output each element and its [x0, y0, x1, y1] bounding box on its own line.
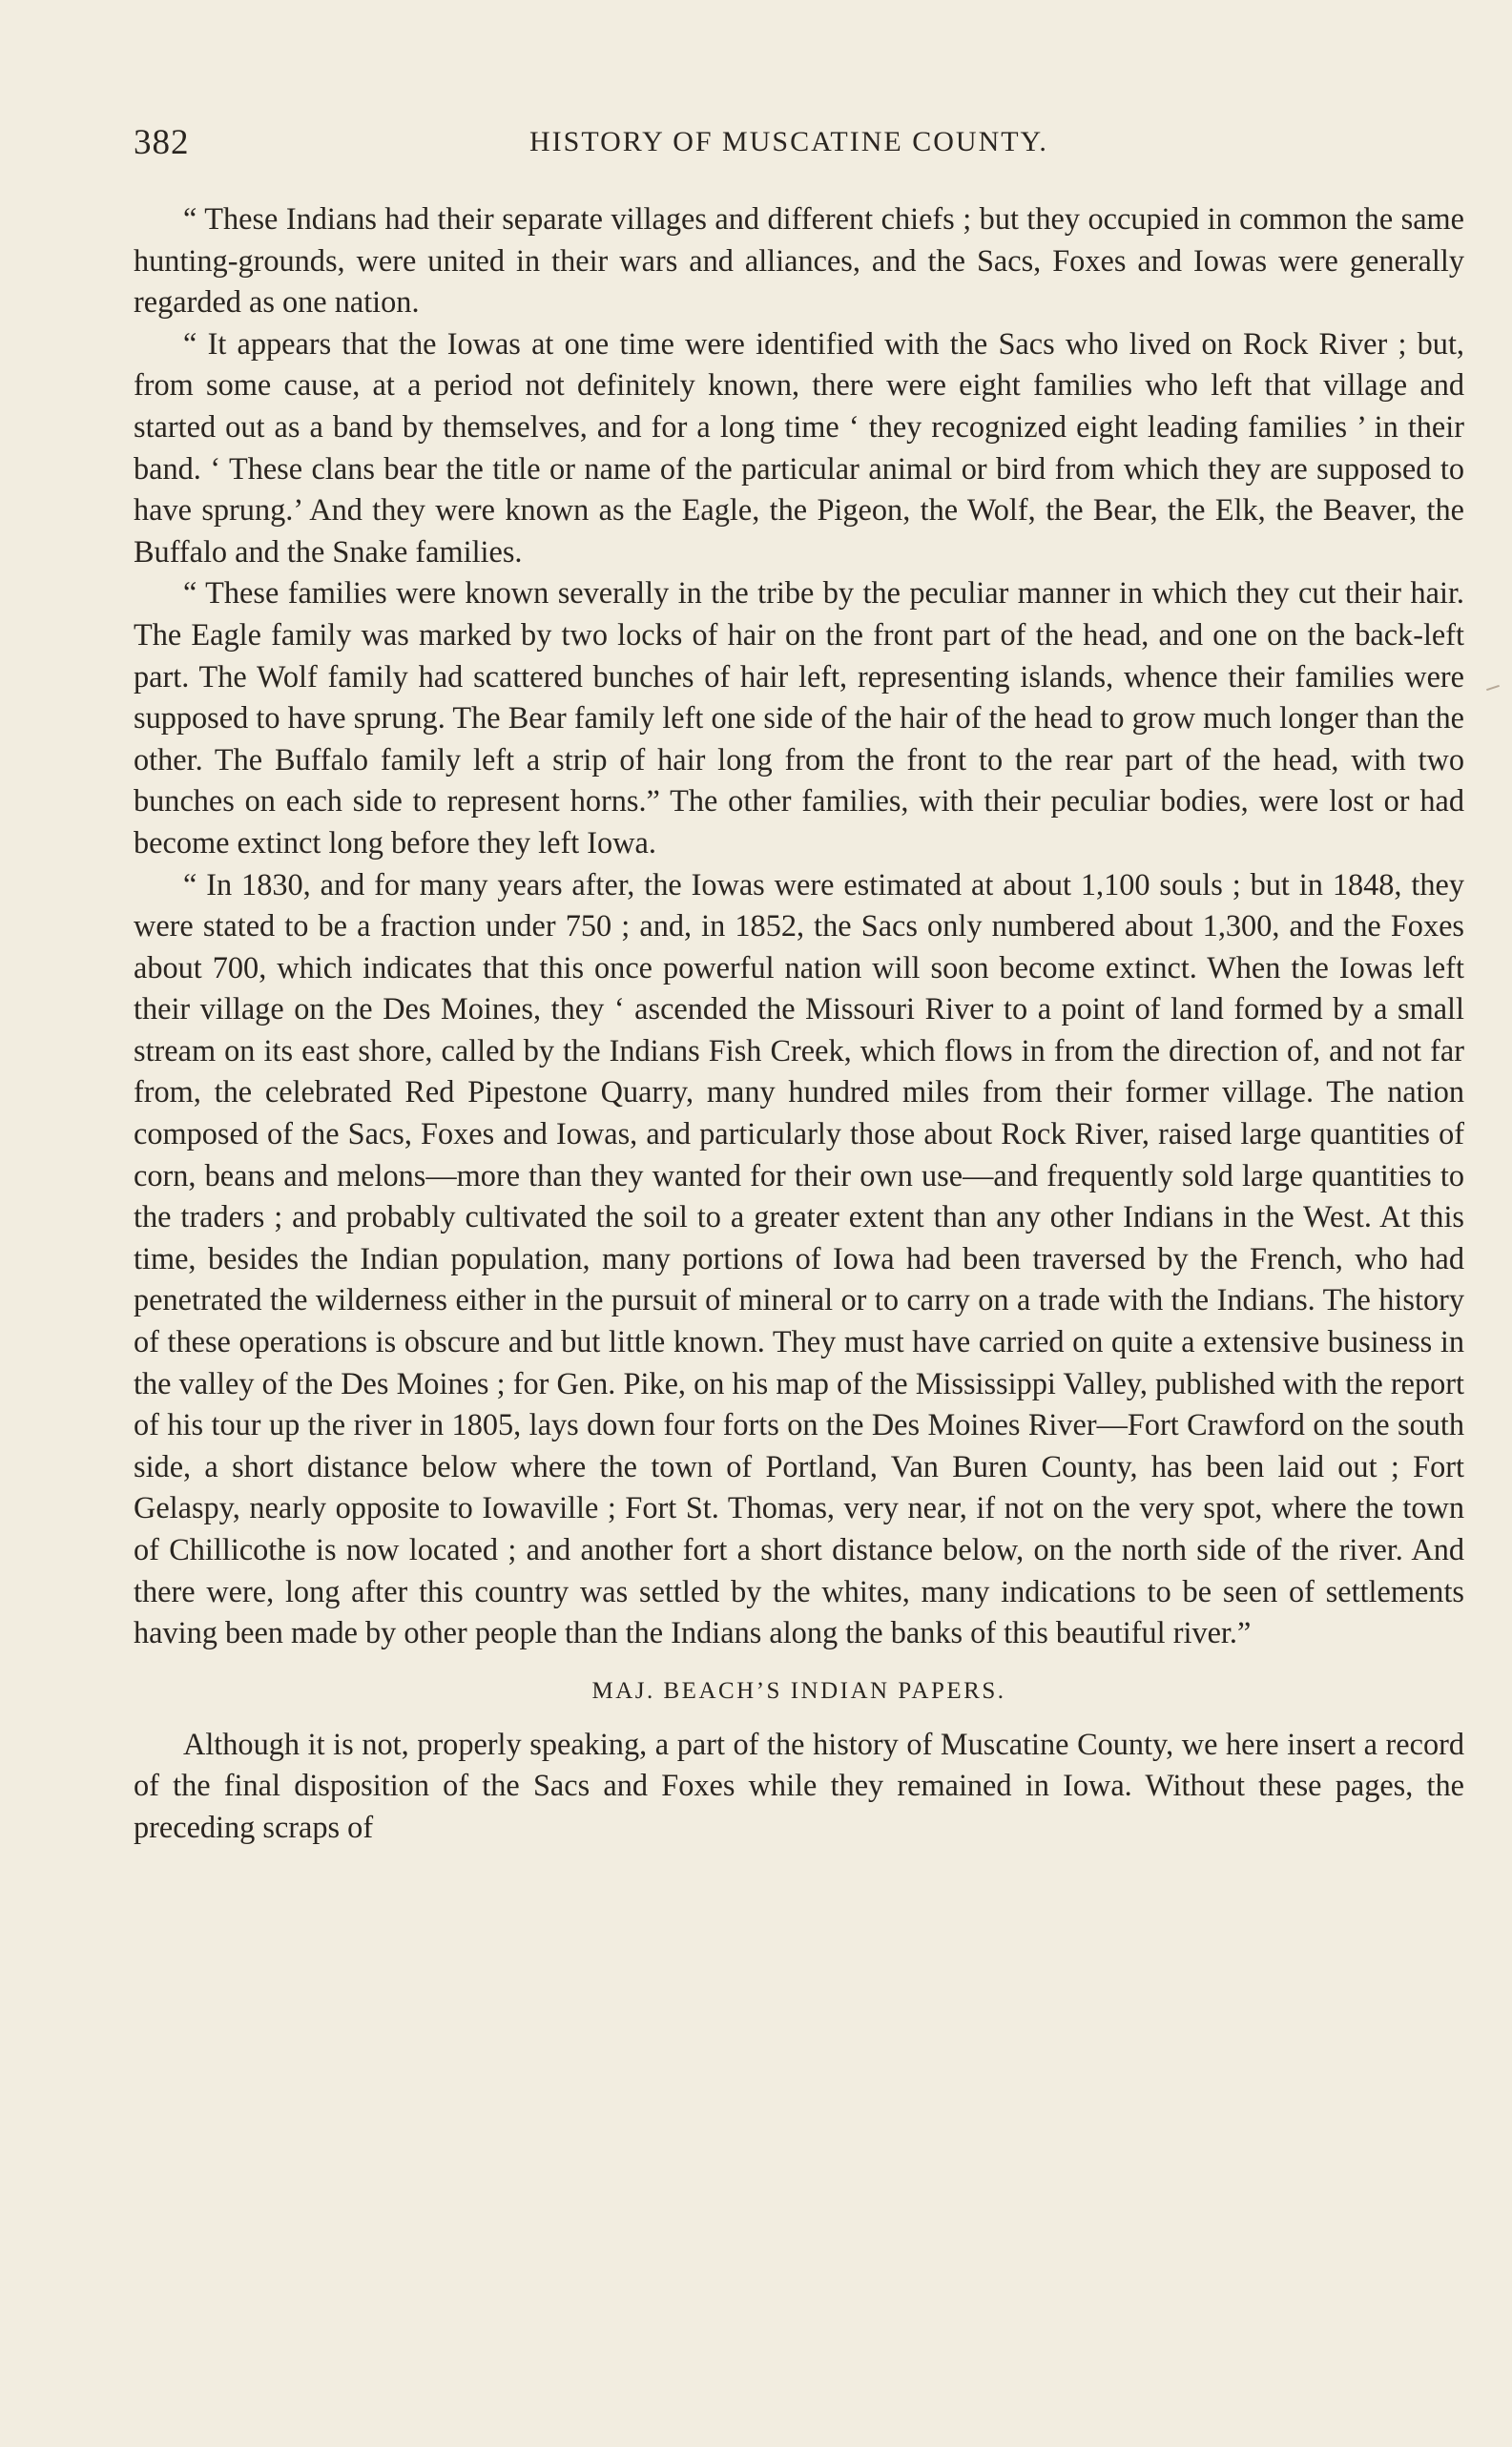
paragraph-population-and-forts: “ In 1830, and for many years after, the Iowas were estimated at about 1,100 souls ; but in 1848, they were stated to be a fraction under 750 ; and, in 1852, the Sacs only numbered about 1,300, and the Foxes about 700, which indicates that this once powerful nation will soon become extinct. When the Iowas left their village on the Des Moines, they ‘ ascended the Missouri River to a point of land formed by a small stream on its east shore, called by the Indians Fish Creek, which flows in from the direction of, and not far from, the celebrated Red Pipestone Quarry, many hundred miles from their former village. The nation composed of the Sacs, Foxes and Iowas, and particularly those about Rock River, raised large quantities of corn, beans and melons—more than they wanted for their own use—and frequently sold large quantities to the traders ; and probably cultivated the soil to a greater extent than any other Indians in the West. At this time, besides the Indian population, many portions of Iowa had been traversed by the French, who had penetrated the wilderness either in the pursuit of mineral or to carry on a trade with the Indians. The history of these operations is obscure and but little known. They must have carried on quite a extensive business in the valley of the Des Moines ; for Gen. Pike, on his map of the Mississippi Valley, published with the report of his tour up the river in 1805, lays down four forts on the Des Moines River—Fort Crawford on the south side, a short distance below where the town of Portland, Van Buren County, has been laid out ; Fort Gelaspy, nearly opposite to Iowaville ; Fort St. Thomas, very near, if not on the very spot, where the town of Chillicothe is now located ; and another fort a short distance below, on the north side of the river. And there were, long after this country was settled by the whites, many indications to be seen of settlements having been made by other people than the Indians along the banks of this beautiful river.” — [134, 866, 1464, 1650]
paragraph-iowa-families: “ It appears that the Iowas at one time were identified with the Sacs who lived on Rock River ; but, from some cause, at a period not definitely known, there were eight families who left that village and started out as a band by themselves, and for a long time ‘ they recognized eight leading families ’ in their band. ‘ These clans bear the title or name of the particular animal or bird from which they are supposed to have sprung.’ And they were known as the Eagle, the Pigeon, the Wolf, the Bear, the Elk, the Beaver, the Buffalo and the Snake families. — [134, 325, 1464, 569]
page-number: 382 — [134, 123, 190, 162]
page-body — [134, 198, 1464, 1849]
running-head: HISTORY OF MUSCATINE COUNTY. — [529, 126, 1048, 157]
paragraph-hair-customs: “ These families were known severally in the tribe by the peculiar manner in which they cut their hair. The Eagle family was marked by two locks of hair on the front part of the head, and one on the back-left part. The Wolf family had scattered bunches of hair left, representing islands, whence their families were supposed to have sprung. The Bear family left one side of the hair of the head to grow much longer than the other. The Buffalo family left a strip of hair long from the front to the rear part of the head, with two bunches on each side to represent horns.” The other families, with their peculiar bodies, were lost or had become extinct long before they left Iowa. — [134, 575, 1464, 860]
paragraph-closing: Although it is not, properly speaking, a part of the history of Muscatine County, we here insert a record of the final disposition of the Sacs and Foxes while they remained in Iowa. Without these pages, the preceding scraps of — [134, 1726, 1464, 1844]
page-header — [134, 122, 1464, 160]
section-heading: MAJ. BEACH’S INDIAN PAPERS. — [591, 1677, 1006, 1704]
margin-speckle — [1486, 685, 1500, 691]
paragraph-indian-nations: “ These Indians had their separate villages and different chiefs ; but they occupied in common the same hunting-grounds, were united in their wars and alliances, and the Sacs, Foxes and Iowas were generally regarded as one nation. — [134, 201, 1464, 320]
